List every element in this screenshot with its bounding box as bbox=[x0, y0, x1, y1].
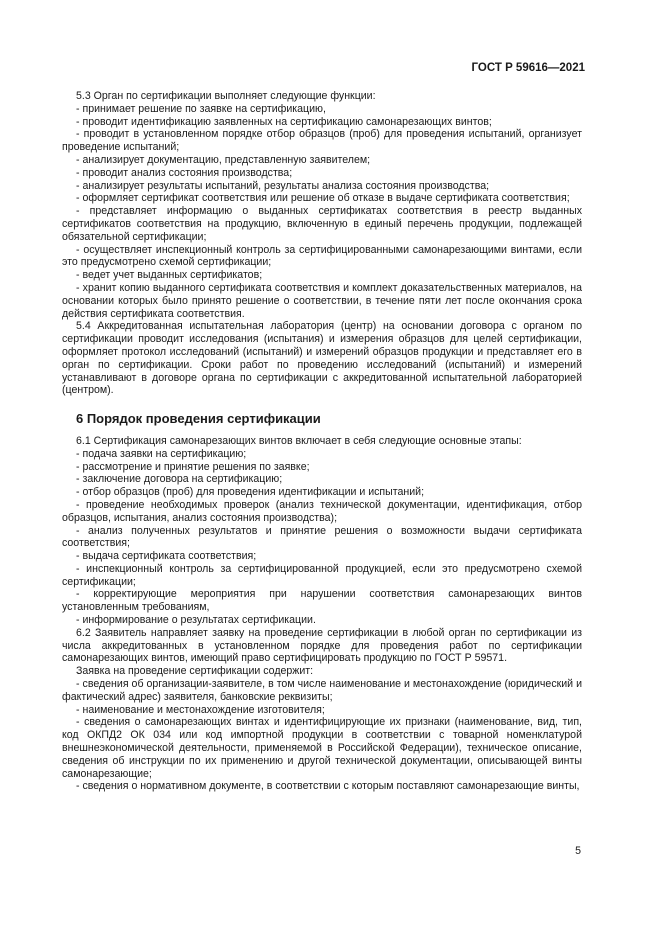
list-item: - анализирует документацию, представленную заявителем; bbox=[76, 153, 371, 166]
list-item: - подача заявки на сертификацию; bbox=[76, 447, 247, 460]
list-item: - корректирующие мероприятия при нарушении соответствия самонарезающих винтов установленным требованиям, bbox=[62, 588, 582, 614]
list-item: - информирование о результатах сертификации. bbox=[76, 614, 316, 627]
list-item: - анализ полученных результатов и принятие решения о возможности выдачи сертификата соответствия; bbox=[62, 524, 582, 550]
list-item: - осуществляет инспекционный контроль за сертифицированными самонарезающими винтами, если это предусмотрено схемой сертификации; bbox=[62, 243, 582, 269]
paragraph: Заявка на проведение сертификации содержит: bbox=[76, 665, 314, 678]
list-item: - рассмотрение и принятие решения по заявке; bbox=[76, 460, 310, 473]
list-item: - сведения о самонарезающих винтах и идентифицирующие их признаки (наименование, вид, тип, код ОКПД2 ОК 034 или код импортной продукции в соответствии с товарной номенклатурой внешнеэкономической деятельности, применяемой в Российской Федерации), техническое описание, сведения об инструкции по их применению и другой технической документации, описывающей винты самонарезающие; bbox=[62, 716, 582, 780]
list-item: - проведение необходимых проверок (анализ технической документации, идентификация, отбор образцов, испытания, анализ состояния производства); bbox=[62, 498, 582, 524]
paragraph: 6.1 Сертификация самонарезающих винтов включает в себя следующие основные этапы: bbox=[76, 434, 522, 447]
list-item: - инспекционный контроль за сертифицированной продукцией, если это предусмотрено схемой сертификации; bbox=[62, 562, 582, 588]
document-body bbox=[62, 90, 582, 793]
list-item: - выдача сертификата соответствия; bbox=[76, 550, 257, 563]
list-item: - оформляет сертификат соответствия или решение об отказе в выдаче сертификата соответствия; bbox=[76, 192, 570, 205]
list-item: - проводит идентификацию заявленных на сертификацию самонарезающих винтов; bbox=[76, 115, 492, 128]
list-item: - представляет информацию о выданных сертификатах соответствия в реестр выданных сертификатов соответствия на продукцию, включенную в единый перечень продукции, подлежащей обязательной сертификации; bbox=[62, 205, 582, 243]
list-item: - заключение договора на сертификацию; bbox=[76, 473, 283, 486]
list-item: - наименование и местонахождение изготовителя; bbox=[76, 703, 325, 716]
list-item: - сведения о нормативном документе, в соответствии с которым поставляют самонарезающие винты, bbox=[76, 780, 580, 793]
list-item: - отбор образцов (проб) для проведения идентификации и испытаний; bbox=[76, 486, 425, 499]
page-number: 5 bbox=[575, 845, 581, 857]
list-item: - проводит анализ состояния производства; bbox=[76, 166, 293, 179]
paragraph: 5.3 Орган по сертификации выполняет следующие функции: bbox=[76, 90, 376, 102]
document-header: ГОСТ Р 59616—2021 bbox=[471, 62, 585, 74]
list-item: - ведет учет выданных сертификатов; bbox=[76, 269, 263, 282]
list-item: - сведения об организации-заявителе, в том числе наименование и местонахождение (юридический и фактический адрес) заявителя, банковские реквизиты; bbox=[62, 678, 582, 703]
paragraph: 6.2 Заявитель направляет заявку на проведение сертификации в любой орган по сертификации из числа аккредитованных в установленном порядке для проведения работ по сертификации самонарезающих винтов, имеющий право сертифицировать продукцию по ГОСТ Р 59571. bbox=[62, 626, 582, 665]
list-item: - анализирует результаты испытаний, результаты анализа состояния производства; bbox=[76, 179, 490, 192]
list-item: - проводит в установленном порядке отбор образцов (проб) для проведения испытаний, организует проведение испытаний; bbox=[62, 128, 582, 154]
paragraph: 5.4 Аккредитованная испытательная лаборатория (центр) на основании договора с органом по сертификации проводит исследования (испытания) и измерения образцов для целей сертификации, оформляет протокол исследований (испытаний) и измерений образцов продукции и представляет его в орган по сертификации. Сроки работ по проведению исследований (испытаний) и измерений устанавливают в договоре органа по сертификации с аккредитованной испытательной лабораторией (центром). bbox=[62, 320, 582, 397]
list-item: - принимает решение по заявке на сертификацию, bbox=[76, 102, 326, 115]
list-item: - хранит копию выданного сертификата соответствия и комплект доказательственных материалов, на основании которых было принято решение о соответствии, в течение пяти лет после окончания срока действия сертификата соответствия. bbox=[62, 281, 582, 320]
section-title: 6 Порядок проведения сертификации bbox=[76, 411, 321, 427]
